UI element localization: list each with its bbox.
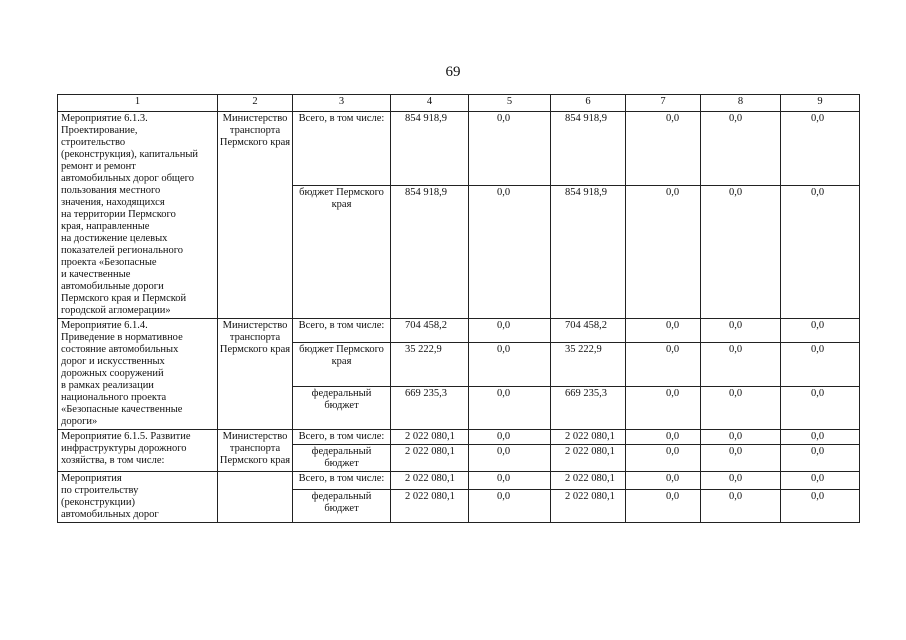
amount-cell: 0,0	[701, 445, 781, 472]
amount-cell: 0,0	[626, 445, 701, 472]
amount-cell: 2 022 080,1	[551, 445, 626, 472]
amount-cell: 0,0	[626, 430, 701, 445]
table-row	[58, 319, 860, 343]
amount-cell: 0,0	[469, 343, 551, 386]
responsible-organization: Министерство транспорта Пермского края	[218, 430, 293, 472]
column-header: 7	[626, 95, 701, 112]
amount-cell: 0,0	[469, 319, 551, 343]
amount-cell: 0,0	[626, 386, 701, 429]
amount-cell: 2 022 080,1	[391, 445, 469, 472]
funding-source: федеральный бюджет	[293, 445, 391, 472]
amount-cell: 0,0	[701, 430, 781, 445]
amount-cell: 0,0	[781, 343, 860, 386]
amount-cell: 2 022 080,1	[391, 490, 469, 523]
page-number: 69	[445, 64, 461, 80]
amount-cell: 0,0	[701, 112, 781, 186]
amount-cell: 0,0	[469, 185, 551, 318]
header-row	[58, 95, 860, 112]
funding-source: бюджет Пермского края	[293, 185, 391, 318]
funding-source: Всего, в том числе:	[293, 430, 391, 445]
amount-cell: 854 918,9	[391, 185, 469, 318]
amount-cell: 0,0	[781, 319, 860, 343]
amount-cell: 0,0	[781, 386, 860, 429]
amount-cell: 0,0	[781, 185, 860, 318]
amount-cell: 669 235,3	[391, 386, 469, 429]
responsible-organization: Министерство транспорта Пермского края	[218, 112, 293, 319]
funding-source: Всего, в том числе:	[293, 319, 391, 343]
activity-description: Мероприятия по строительству (реконструкции) автомобильных дорог	[58, 472, 218, 523]
amount-cell: 0,0	[469, 430, 551, 445]
table-row	[58, 472, 860, 490]
amount-cell: 0,0	[469, 490, 551, 523]
amount-cell: 2 022 080,1	[391, 430, 469, 445]
amount-cell: 0,0	[469, 472, 551, 490]
amount-cell: 0,0	[781, 472, 860, 490]
funding-source: федеральный бюджет	[293, 386, 391, 429]
amount-cell: 0,0	[701, 185, 781, 318]
column-header: 4	[391, 95, 469, 112]
column-header: 8	[701, 95, 781, 112]
funding-source: Всего, в том числе:	[293, 472, 391, 490]
amount-cell: 0,0	[781, 112, 860, 186]
amount-cell: 0,0	[626, 185, 701, 318]
column-header: 5	[469, 95, 551, 112]
amount-cell: 2 022 080,1	[551, 490, 626, 523]
table-row	[58, 430, 860, 445]
column-header: 1	[58, 95, 218, 112]
amount-cell: 35 222,9	[551, 343, 626, 386]
amount-cell: 2 022 080,1	[551, 430, 626, 445]
amount-cell: 0,0	[781, 430, 860, 445]
amount-cell: 854 918,9	[551, 185, 626, 318]
amount-cell: 35 222,9	[391, 343, 469, 386]
amount-cell: 854 918,9	[551, 112, 626, 186]
amount-cell: 0,0	[469, 445, 551, 472]
amount-cell: 0,0	[469, 386, 551, 429]
activity-description: Мероприятие 6.1.5. Развитие инфраструктуры дорожного хозяйства, в том числе:	[58, 430, 218, 472]
amount-cell: 0,0	[626, 319, 701, 343]
program-table	[57, 94, 860, 523]
amount-cell: 0,0	[469, 112, 551, 186]
column-header: 9	[781, 95, 860, 112]
activity-description: Мероприятие 6.1.3. Проектирование, строительство (реконструкция), капитальный ремонт и ремонт автомобильных дорог общего пользования местного значения, находящихся на территории Пермского края, направленные на достижение целевых показателей регионального проекта «Безопасные и качественные автомобильные дороги Пермского края и Пермской городской агломерации»	[58, 112, 218, 319]
activity-description: Мероприятие 6.1.4. Приведение в нормативное состояние автомобильных дорог и искусственных дорожных сооружений в рамках реализации национального проекта «Безопасные качественные дороги»	[58, 319, 218, 430]
column-header: 6	[551, 95, 626, 112]
amount-cell: 854 918,9	[391, 112, 469, 186]
amount-cell: 0,0	[701, 343, 781, 386]
amount-cell: 0,0	[701, 319, 781, 343]
amount-cell: 0,0	[626, 112, 701, 186]
responsible-organization	[218, 472, 293, 523]
funding-source: федеральный бюджет	[293, 490, 391, 523]
amount-cell: 0,0	[701, 472, 781, 490]
amount-cell: 704 458,2	[391, 319, 469, 343]
amount-cell: 0,0	[701, 386, 781, 429]
amount-cell: 0,0	[701, 490, 781, 523]
funding-source: Всего, в том числе:	[293, 112, 391, 186]
amount-cell: 0,0	[626, 343, 701, 386]
amount-cell: 2 022 080,1	[391, 472, 469, 490]
funding-source: бюджет Пермского края	[293, 343, 391, 386]
amount-cell: 669 235,3	[551, 386, 626, 429]
amount-cell: 0,0	[781, 445, 860, 472]
table-row	[58, 112, 860, 186]
amount-cell: 0,0	[781, 490, 860, 523]
amount-cell: 704 458,2	[551, 319, 626, 343]
amount-cell: 2 022 080,1	[551, 472, 626, 490]
responsible-organization: Министерство транспорта Пермского края	[218, 319, 293, 430]
column-header: 3	[293, 95, 391, 112]
amount-cell: 0,0	[626, 472, 701, 490]
amount-cell: 0,0	[626, 490, 701, 523]
column-header: 2	[218, 95, 293, 112]
